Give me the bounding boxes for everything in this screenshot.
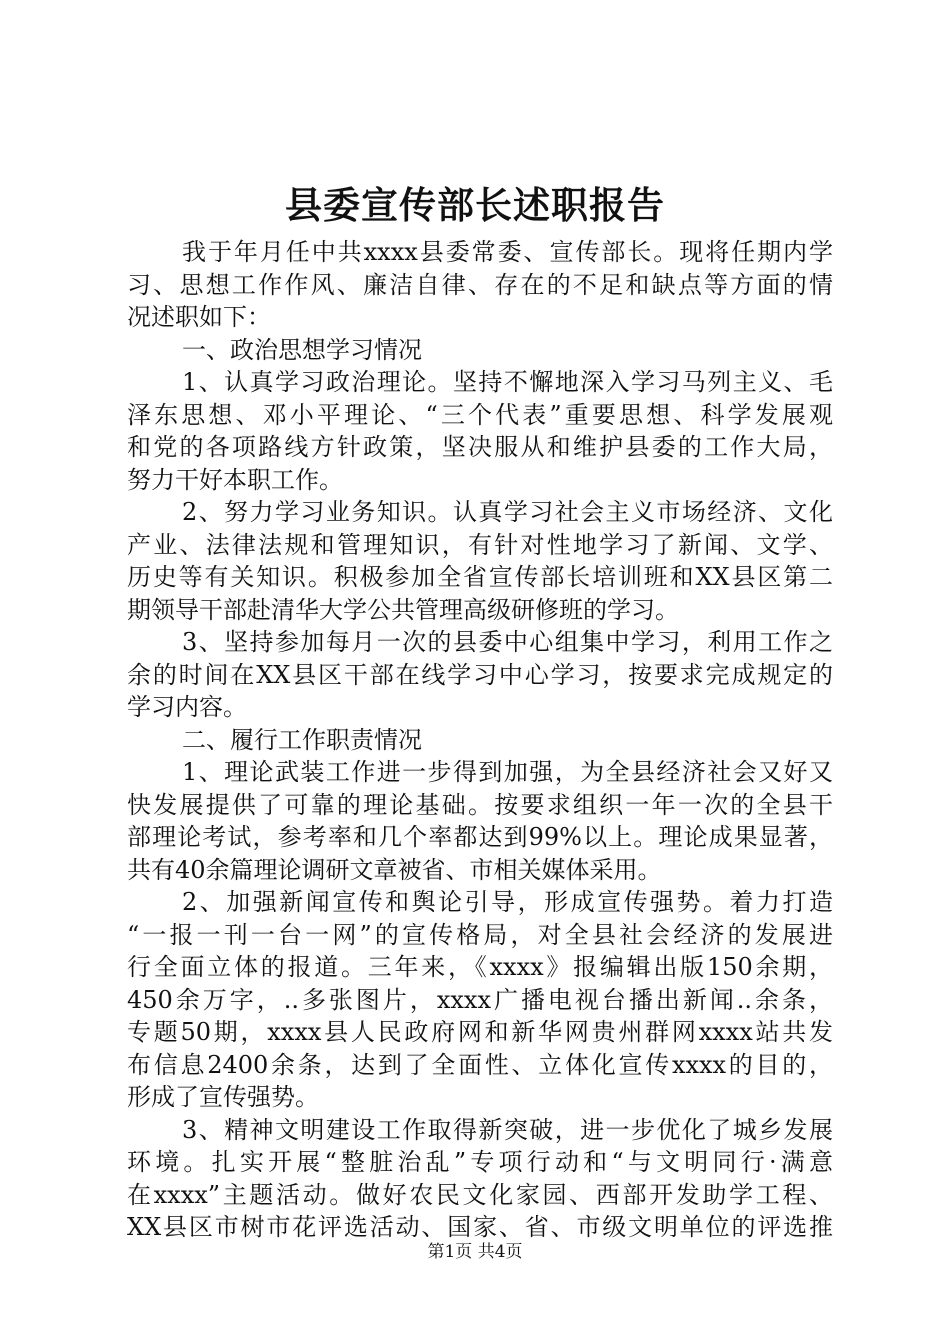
document-body [127,236,833,1244]
paragraph-line: XX县区市树市花评选活动、国家、省、市级文明单位的评选推 [127,1213,833,1241]
paragraph-line: 余的时间在XX县区干部在线学习中心学习，按要求完成规定的 [127,660,833,689]
paragraph-line: 快发展提供了可靠的理论基础。按要求组织一年一次的全县干 [127,790,833,819]
document-title: 县委宣传部长述职报告 [285,183,665,227]
paragraph-line: 学习内容。 [127,693,247,721]
paragraph-line: 3、精神文明建设工作取得新突破，进一步优化了城乡发展 [182,1115,833,1144]
paragraph-line: 1、理论武装工作进一步得到加强，为全县经济社会又好又 [182,758,833,786]
paragraph-line: 3、坚持参加每月一次的县委中心组集中学习，利用工作之 [182,628,833,656]
section-heading-line: 二、履行工作职责情况 [182,725,422,754]
paragraph-line: 2、努力学习业务知识。认真学习社会主义市场经济、文化 [182,498,833,526]
paragraph-line: 况述职如下： [127,303,271,331]
paragraph-line: 2、加强新闻宣传和舆论引导，形成宣传强势。着力打造 [182,888,833,916]
paragraph-line: 1、认真学习政治理论。坚持不懈地深入学习马列主义、毛 [182,368,833,396]
paragraph-line: 450余万字，..多张图片，xxxx广播电视台播出新闻..余条， [127,985,833,1014]
paragraph-line: 努力干好本职工作。 [127,465,343,494]
paragraph-line: 我于年月任中共xxxx县委常委、宣传部长。现将任期内学 [182,238,833,266]
page-footer: 第1页 共4页 [427,1242,523,1262]
paragraph-line: 布信息2400余条，达到了全面性、立体化宣传xxxx的目的， [127,1050,833,1079]
paragraph-line: 和党的各项路线方针政策，坚决服从和维护县委的工作大局， [127,433,833,461]
paragraph-line: 习、思想工作作风、廉洁自律、存在的不足和缺点等方面的情 [127,270,833,299]
paragraph-line: 在xxxx”主题活动。做好农民文化家园、西部开发助学工程、 [127,1180,833,1209]
paragraph-line: 历史等有关知识。积极参加全省宣传部长培训班和XX县区第二 [127,563,833,591]
paragraph-line: 泽东思想、邓小平理论、“三个代表”重要思想、科学发展观 [127,400,833,429]
section-heading-line: 一、政治思想学习情况 [182,335,422,364]
paragraph-line: 部理论考试，参考率和几个率都达到99%以上。理论成果显著， [127,823,833,851]
paragraph-line: 期领导干部赴清华大学公共管理高级研修班的学习。 [127,595,679,624]
paragraph-line: 专题50期，xxxx县人民政府网和新华网贵州群网xxxx站共发 [127,1018,833,1046]
paragraph-line: 环境。扎实开展“整脏治乱”专项行动和“与文明同行·满意 [127,1148,833,1176]
paragraph-line: “一报一刊一台一网”的宣传格局，对全县社会经济的发展进 [127,920,833,949]
paragraph-line: 行全面立体的报道。三年来，《xxxx》报编辑出版150余期， [127,953,833,981]
paragraph-line: 产业、法律法规和管理知识，有针对性地学习了新闻、文学、 [127,530,833,559]
paragraph-line: 形成了宣传强势。 [127,1083,319,1111]
paragraph-line: 共有40余篇理论调研文章被省、市相关媒体采用。 [127,855,662,884]
